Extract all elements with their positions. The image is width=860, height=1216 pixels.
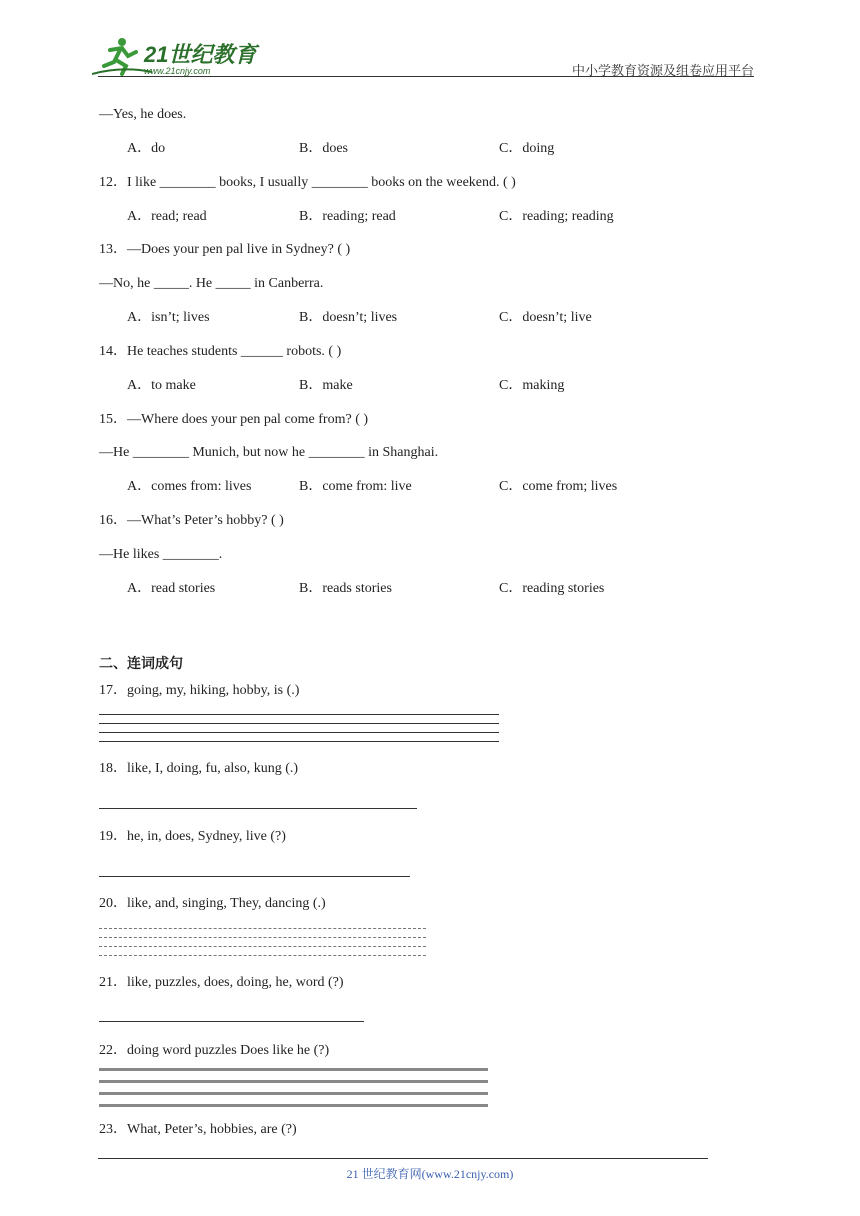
footer-rule (98, 1158, 708, 1159)
answer-line (99, 876, 410, 877)
header-rule (98, 76, 754, 77)
sentence-item: 21．like, puzzles, does, doing, he, word (?) (99, 975, 344, 990)
option-b: B．doesn’t; lives (299, 310, 398, 325)
question-line: —He likes ________. (99, 547, 223, 562)
question-line: 14．He teaches students ______ robots. ( ) (99, 344, 342, 359)
question-line: 13．—Does your pen pal live in Sydney? ( ) (99, 242, 351, 257)
sentence-item: 20．like, and, singing, They, dancing (.) (99, 896, 326, 911)
logo-text: 21世纪教育 (144, 42, 257, 67)
answer-line (99, 1080, 488, 1083)
question-line: —He ________ Munich, but now he ________ in Shanghai. (99, 445, 439, 460)
option-a: A．comes from: lives (127, 479, 252, 494)
answer-line (99, 1021, 364, 1022)
answer-line (99, 723, 499, 724)
section-title: 二、连词成句 (99, 656, 183, 672)
sentence-item: 18．like, I, doing, fu, also, kung (.) (99, 761, 299, 776)
answer-line (99, 714, 499, 715)
option-c: C．reading stories (499, 581, 605, 596)
option-c: C．doing (499, 141, 555, 156)
option-a: A．read stories (127, 581, 216, 596)
option-c: C．come from; lives (499, 479, 618, 494)
option-b: B．reading; read (299, 209, 396, 224)
question-line: —No, he _____. He _____ in Canberra. (99, 276, 324, 291)
question-line: 12．I like ________ books, I usually ________ books on the weekend. ( ) (99, 175, 516, 190)
footer-link[interactable]: 21 世纪教育网(www.21cnjy.com) (346, 1167, 514, 1181)
option-b: B．reads stories (299, 581, 392, 596)
answer-line (99, 955, 426, 956)
answer-line (99, 732, 499, 733)
answer-line (99, 1092, 488, 1095)
question-line: —Yes, he does. (99, 107, 187, 122)
sentence-item: 22．doing word puzzles Does like he (?) (99, 1043, 330, 1058)
option-b: B．make (299, 378, 353, 393)
option-b: B．come from: live (299, 479, 412, 494)
runner-icon (92, 38, 152, 74)
answer-line (99, 1068, 488, 1071)
option-a: A．isn’t; lives (127, 310, 210, 325)
question-line: 15．—Where does your pen pal come from? ( ) (99, 412, 369, 427)
header-platform-text: 中小学教育资源及组卷应用平台 (571, 64, 754, 79)
sentence-item: 19．he, in, does, Sydney, live (?) (99, 829, 286, 844)
option-a: A．read; read (127, 209, 207, 224)
logo-url-text: www.21cnjy.com (144, 66, 211, 76)
answer-line (99, 937, 426, 938)
answer-line (99, 808, 417, 809)
answer-line (99, 741, 499, 742)
answer-line (99, 928, 426, 929)
sentence-item: 23．What, Peter’s, hobbies, are (?) (99, 1122, 297, 1137)
option-b: B．does (299, 141, 348, 156)
question-line: 16．—What’s Peter’s hobby? ( ) (99, 513, 284, 528)
site-logo (92, 36, 262, 78)
option-c: C．reading; reading (499, 209, 614, 224)
answer-line (99, 1104, 488, 1107)
option-c: C．making (499, 378, 565, 393)
option-c: C．doesn’t; live (499, 310, 592, 325)
option-a: A．to make (127, 378, 196, 393)
answer-line (99, 946, 426, 947)
sentence-item: 17．going, my, hiking, hobby, is (.) (99, 683, 300, 698)
option-a: A．do (127, 141, 166, 156)
